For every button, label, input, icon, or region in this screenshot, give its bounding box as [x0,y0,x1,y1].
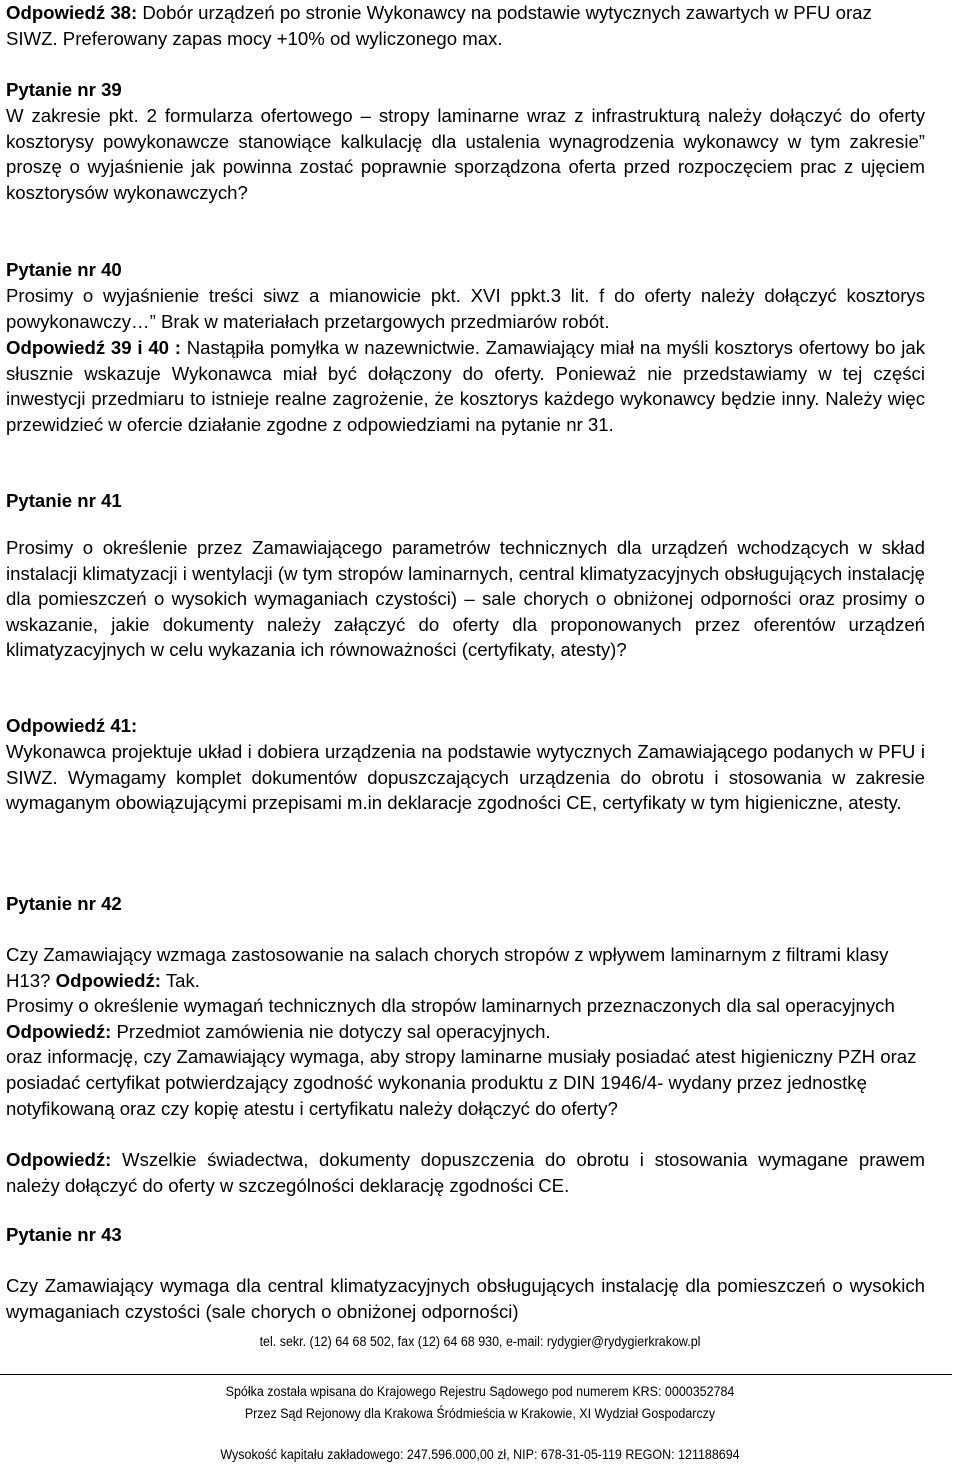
question-42-heading: Pytanie nr 42 [6,893,122,914]
answer-42-label-1: Odpowiedź: [55,969,161,991]
answer-42-final [6,1147,925,1198]
answer-38-text: Dobór urządzeń po stronie Wykonawcy na podstawie wytycznych zawartych w PFU oraz SIWZ. Preferowany zapas mocy +10% od wyliczonego max. [6,2,872,49]
answer-39-40-text: Nastąpiła pomyłka w nazewnictwie. Zamawiający miał na myśli kosztorys ofertowy bo jak słusznie wskazuje Wykonawca miał być dołączony do oferty. Ponieważ nie przedstawiamy w tej części inwestycji przedmiaru to istnieje realne zagrożenie, że kosztorys każdego wykonawcy będzie inny. Należy więc przewidzieć w ofercie działanie zgodne z odpowiedziami na pytanie nr 31. [6,337,925,435]
footer-krs: Spółka została wpisana do Krajowego Rejestru Sądowego pod numerem KRS: 0000352784 [225,1384,735,1400]
question-40-text: Prosimy o wyjaśnienie treści siwz a mianowicie pkt. XVI ppkt.3 lit. f do oferty należy dołączyć kosztorys powykonawczy…” Brak w materiałach przetargowych przedmiarów robót. [6,285,925,332]
footer-capital: Wysokość kapitału zakładowego: 247.596.000,00 zł, NIP: 678-31-05-119 REGON: 121188694 [220,1447,740,1463]
question-43-heading: Pytanie nr 43 [6,1224,122,1245]
question-42-part-3: oraz informację, czy Zamawiający wymaga, aby stropy laminarne musiały posiadać atest higieniczny PZH oraz posiadać certyfikat potwierdzający zgodność wykonania produktu z DIN 1946/4- wydany przez jednostkę notyfikowaną oraz czy kopię atestu i certyfikatu należy dołączyć do oferty? [6,1046,917,1119]
footer-separator [0,1374,952,1375]
footer-contact: tel. sekr. (12) 64 68 502, fax (12) 64 68 930, e-mail: rydygier@rydygierkrakow.pl [259,1334,701,1350]
footer-court: Przez Sąd Rejonowy dla Krakowa Śródmieścia w Krakowie, XI Wydział Gospodarczy [244,1406,716,1422]
answer-42-text-1: Tak. [160,969,200,991]
answer-42-label-2: Odpowiedź: [6,1020,112,1042]
answer-41-text: Wykonawca projektuje układ i dobiera urządzenia na podstawie wytycznych Zamawiającego podanych w PFU i SIWZ. Wymagamy komplet dokumentów dopuszczających urządzenia do obrotu i stosowania w zakresie wymaganym obowiązującymi przepisami m.in deklaracje zgodności CE, certyfikaty w tym higieniczne, atesty. [6,741,925,814]
question-41-text: Prosimy o określenie przez Zamawiającego parametrów technicznych dla urządzeń wchodzących w skład instalacji klimatyzacji i wentylacji (w tym stropów laminarnych, central klimatyzacyjnych obsługujących instalację dla pomieszczeń o wysokich wymaganiach czystości) – sale chorych o obniżonej odporności oraz prosimy o wskazanie, jakie dokumenty należy załączyć do oferty dla proponowanych przez oferentów urządzeń klimatyzacyjnych w celu wykazania ich równoważności (certyfikaty, atesty)? [6,537,925,661]
question-39-heading: Pytanie nr 39 [6,79,122,100]
answer-38 [6,0,925,51]
answer-42-text-2: Przedmiot zamówienia nie dotyczy sal operacyjnych. [111,1020,551,1042]
answer-39-40-label: Odpowiedź 39 i 40 : [6,337,181,358]
answer-39-40 [6,335,925,437]
question-43-text: Czy Zamawiający wymaga dla central klimatyzacyjnych obsługujących instalację dla pomieszczeń o wysokich wymaganiach czystości (sale chorych o obniżonej odporności) [6,1275,925,1322]
answer-41-heading: Odpowiedź 41: [6,715,138,736]
question-39-text: W zakresie pkt. 2 formularza ofertowego – stropy laminarne wraz z infrastrukturą należy dołączyć do oferty kosztorysy powykonawcze stanowiące kalkulację dla ustalenia wynagrodzenia wykonawcy w tym zakresie” proszę o wyjaśnienie jak powinna zostać poprawnie sporządzona oferta przed rozpoczęciem prac z ujęciem kosztorysów wykonawczych? [6,105,925,203]
question-42-part-1: Czy Zamawiający wzmaga zastosowanie na salach chorych stropów z wpływem laminarnym z filtrami klasy H13? [6,944,889,991]
question-40-heading: Pytanie nr 40 [6,259,122,280]
question-41-heading: Pytanie nr 41 [6,490,122,511]
question-42-part-2: Prosimy o określenie wymagań technicznych dla stropów laminarnych przeznaczonych dla sal operacyjnych [6,995,895,1017]
question-42-body [6,942,925,1121]
answer-42-label-3: Odpowiedź: [6,1149,112,1170]
answer-38-label: Odpowiedź 38: [6,2,138,23]
answer-42-text-3: Wszelkie świadectwa, dokumenty dopuszczenia do obrotu i stosowania wymagane prawem należy dołączyć do oferty w szczególności deklarację zgodności CE. [6,1149,925,1196]
